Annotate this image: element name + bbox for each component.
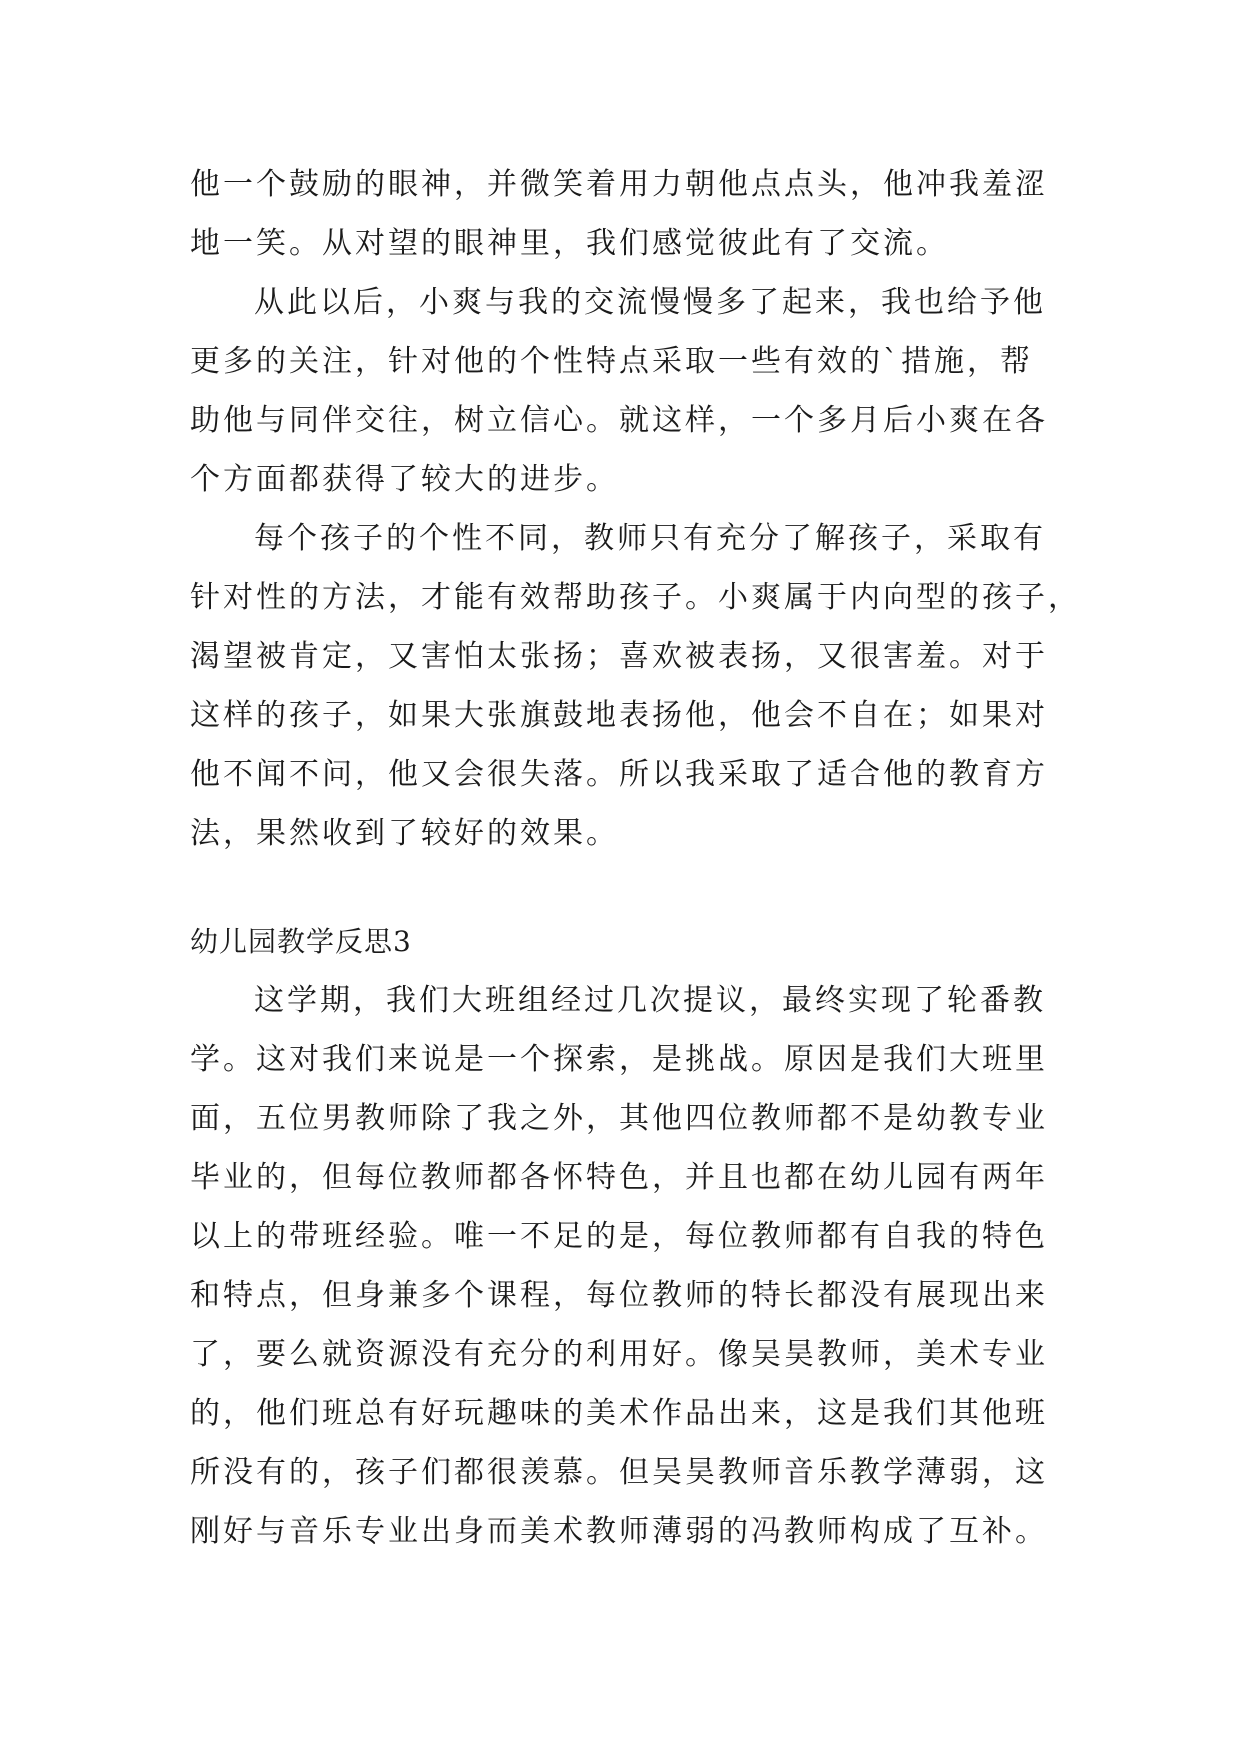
text-line: 个方面都获得了较大的进步。 — [190, 462, 619, 497]
text-line: 和特点，但身兼多个课程，每位教师的特长都没有展现出来 — [190, 1278, 1048, 1313]
text-line: 面，五位男教师除了我之外，其他四位教师都不是幼教专业 — [190, 1101, 1048, 1136]
text-line: 他不闻不问，他又会很失落。所以我采取了适合他的教育方 — [190, 757, 1048, 792]
text-line: 的，他们班总有好玩趣味的美术作品出来，这是我们其他班 — [190, 1396, 1048, 1431]
text-line: 学。这对我们来说是一个探索，是挑战。原因是我们大班里 — [190, 1042, 1048, 1077]
text-line: 所没有的，孩子们都很羡慕。但吴昊教师音乐教学薄弱，这 — [190, 1455, 1048, 1490]
text-line: 渴望被肯定，又害怕太张扬；喜欢被表扬，又很害羞。对于 — [190, 639, 1048, 674]
text-line: 了，要么就资源没有充分的利用好。像吴昊教师，美术专业 — [190, 1337, 1048, 1372]
text-line: 针对性的方法，才能有效帮助孩子。小爽属于内向型的孩子， — [190, 580, 1081, 615]
text-line: 这样的孩子，如果大张旗鼓地表扬他，他会不自在；如果对 — [190, 698, 1048, 733]
text-line: 法，果然收到了较好的效果。 — [190, 816, 619, 851]
text-line: 刚好与音乐专业出身而美术教师薄弱的冯教师构成了互补。 — [190, 1514, 1048, 1549]
text-section-reflection-3 — [190, 971, 1070, 1561]
text-line: 地一笑。从对望的眼神里，我们感觉彼此有了交流。 — [190, 226, 949, 261]
text-line: 更多的关注，针对他的个性特点采取一些有效的`措施，帮 — [190, 344, 1033, 379]
text-section-continued — [190, 155, 1081, 863]
text-line: 从此以后，小爽与我的交流慢慢多了起来，我也给予他 — [254, 285, 1046, 320]
text-line: 每个孩子的个性不同，教师只有充分了解孩子，采取有 — [254, 521, 1046, 556]
text-line: 以上的带班经验。唯一不足的是，每位教师都有自我的特色 — [190, 1219, 1048, 1254]
text-line: 他一个鼓励的眼神，并微笑着用力朝他点点头，他冲我羞涩 — [190, 167, 1048, 202]
section-heading: 幼儿园教学反思3 — [190, 925, 412, 958]
text-line: 这学期，我们大班组经过几次提议，最终实现了轮番教 — [254, 983, 1046, 1018]
text-line: 毕业的，但每位教师都各怀特色，并且也都在幼儿园有两年 — [190, 1160, 1048, 1195]
text-line: 助他与同伴交往，树立信心。就这样，一个多月后小爽在各 — [190, 403, 1048, 438]
